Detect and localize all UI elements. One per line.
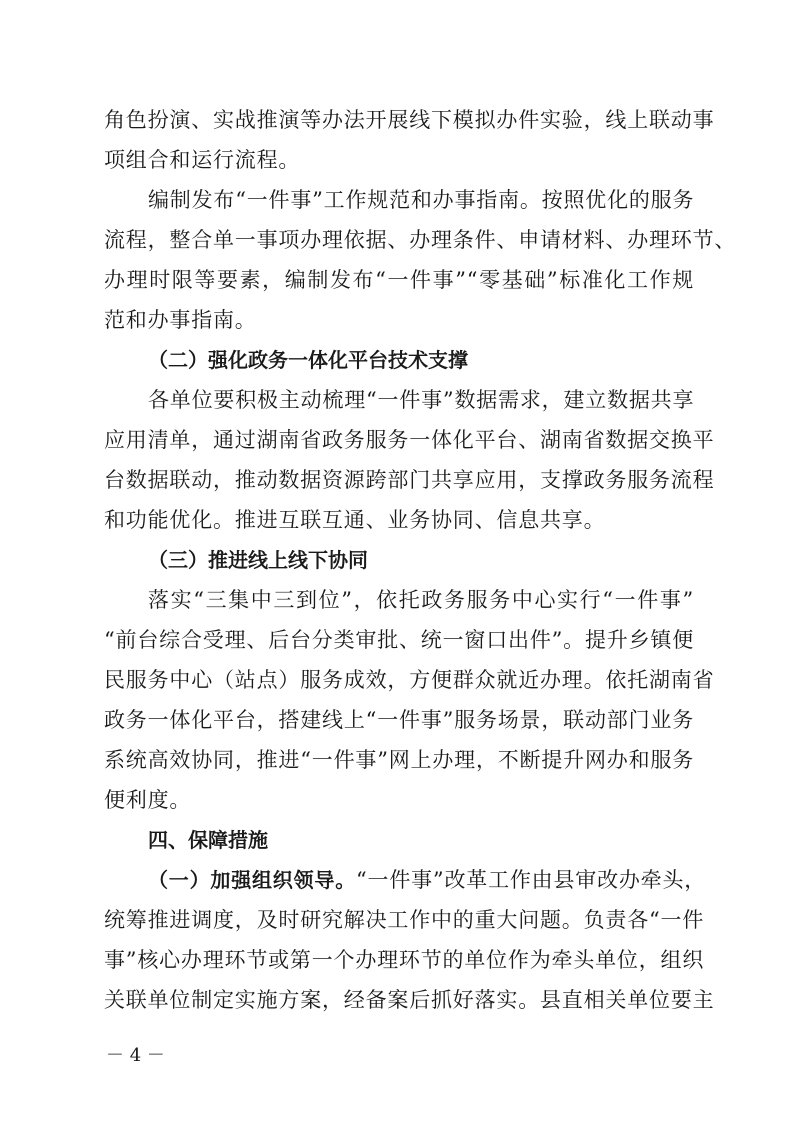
paragraph-line: 角色扮演、实战推演等办法开展线下模拟办件实验，线上联动事	[104, 108, 715, 132]
paragraph-line: 落实“三集中三到位”，依托政务服务中心实行“一件事”	[148, 588, 694, 612]
paragraph-lead-bold: （一）加强组织领导。	[148, 868, 356, 892]
paragraph-text: “一件事”改革工作由县审改办牵头，	[356, 868, 707, 892]
paragraph-line: 民服务中心（站点）服务成效，方便群众就近办理。依托湖南省	[104, 668, 715, 692]
page-number: － 4 －	[106, 1045, 165, 1066]
section-heading: （三）推进线上线下协同	[148, 548, 368, 572]
paragraph-line: 项组合和运行流程。	[104, 148, 301, 172]
paragraph-line: 办理时限等要素，编制发布“一件事”“零基础”标准化工作规	[104, 268, 694, 292]
paragraph-line: 台数据联动，推动数据资源跨部门共享应用，支撑政务服务流程	[104, 468, 715, 492]
paragraph-line: 政务一体化平台，搭建线上“一件事”服务场景，联动部门业务	[104, 708, 694, 732]
paragraph-line: “前台综合受理、后台分类审批、统一窗口出件”。提升乡镇便	[104, 628, 694, 652]
paragraph-line	[148, 864, 707, 896]
section-heading: （二）强化政务一体化平台技术支撑	[148, 348, 468, 372]
paragraph-line: 关联单位制定实施方案，经备案后抓好落实。县直相关单位要主	[104, 988, 715, 1012]
paragraph-line: 范和办事指南。	[104, 308, 257, 332]
paragraph-line: 统筹推进调度，及时研究解决工作中的重大问题。负责各“一件	[104, 908, 705, 932]
paragraph-line: 各单位要积极主动梳理“一件事”数据需求，建立数据共享	[148, 388, 695, 412]
paragraph-line: 编制发布“一件事”工作规范和办事指南。按照优化的服务	[148, 188, 695, 212]
paragraph-line: 便利度。	[104, 788, 192, 812]
paragraph-line: 应用清单，通过湖南省政务服务一体化平台、湖南省数据交换平	[104, 428, 715, 452]
paragraph-line: 流程，整合单一事项办理依据、办理条件、申请材料、办理环节、	[104, 228, 737, 252]
section-heading: 四、保障措施	[148, 828, 268, 852]
paragraph-line: 事”核心办理环节或第一个办理环节的单位作为牵头单位，组织	[104, 948, 705, 972]
paragraph-line: 系统高效协同，推进“一件事”网上办理，不断提升网办和服务	[104, 748, 694, 772]
paragraph-line: 和功能优化。推进互联互通、业务协同、信息共享。	[104, 508, 606, 532]
